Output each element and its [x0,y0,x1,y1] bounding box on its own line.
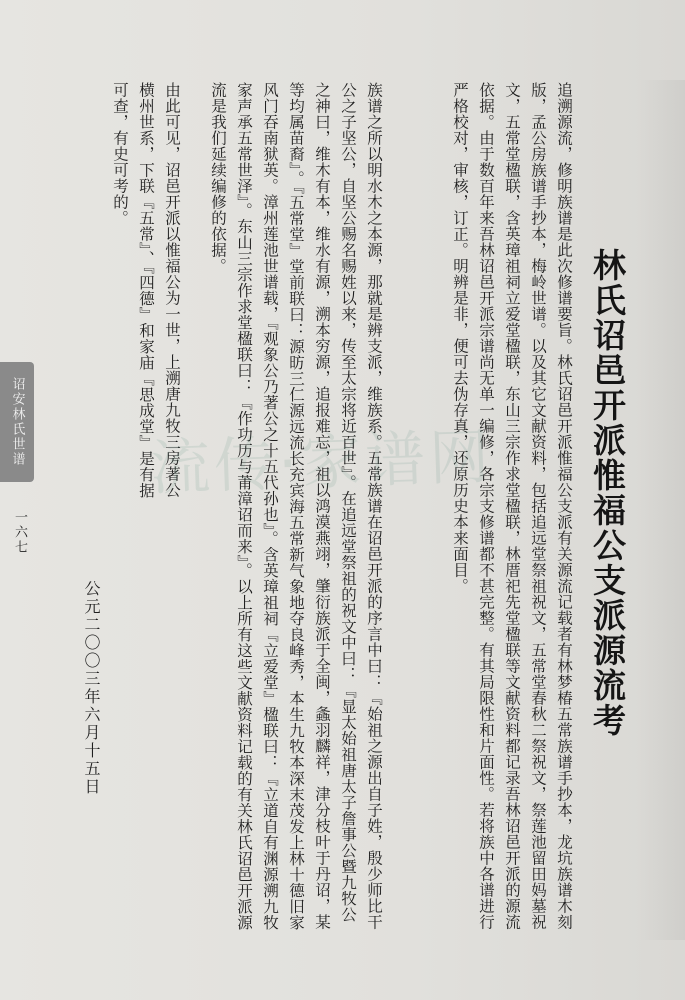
paragraph-1: 追溯源流，修明族谱是此次修谱要旨。林氏诏邑开派惟福公支派有关源流记载者有林梦椿五常族谱手抄本，龙坑族谱木刻版，孟公房族谱手抄本，梅岭世谱。以及其它文献资料，包括追远堂祭祖祝文，五常堂春秋二祭祝文，祭莲池留田妈墓祝文，五常堂楹联，含英璋祖祠立爱堂楹联，东山三宗作求堂楹联，林厝祀先堂楹联等文献资料都记录吾林诏邑开派的源流依据。由于数百年来吾林诏邑开派宗谱尚无单一编修，各宗支修谱都不甚完整。有其局限性和片面性。若将族中各谱进行严格校对，审核，订正。明辨是非，便可去伪存真，还原历史本来面目。 [451,82,573,930]
paragraph-3: 由此可见，诏邑开派以惟福公为一世，上溯唐九牧三房著公横州世系，下联『五常』、『四德』和家庙『思成堂』是有据可查，有史可考的。 [111,82,181,499]
paragraph-2: 族谱之所以明水木之本源，那就是辨支派，维族系。五常族谱在诏邑开派的序言中曰：『始祖之源出自子姓，殷少师比干公之子坚公，自坚公赐名赐姓以来，传至太宗将近百世』。在追远堂祭祖的祝文中曰：『显太始祖唐太子詹事公暨九牧公之神曰，维木有本，维水有源，溯本穷源，追报难忘，祖以鸿漠燕翊，肇衍族派于全闽，螽羽麟祥，津分枝叶于丹诏，某等均属苗裔』。『五常堂』堂前联曰：源昉三仁源远流长充宾海五常新气象地夺良峰秀，本生九牧本深末茂发上林十德旧家风门吞南狱英。漳州莲池世谱载，『观象公乃著公之十五代孙也』。含英璋祖祠『立爱堂』楹联曰：『立道自有渊源溯九牧家声承五常世泽』。东山三宗作求堂楹联曰：『作功历与莆漳诏而来』。以上所有这些文献资料记载的有关林氏诏邑开派源流是我们延续编修的依据。 [209,82,383,931]
page-edge-shadow [637,80,685,940]
watermark: 流传·家谱网 [149,422,495,504]
page-number: 一六七 [12,510,27,555]
book-title-tab: 诏安林氏世谱 [0,362,34,482]
page-title: 林氏诏邑开派惟福公支派源流考 [588,248,627,738]
date-line: 公元二〇〇三年六月十五日 [82,580,101,796]
